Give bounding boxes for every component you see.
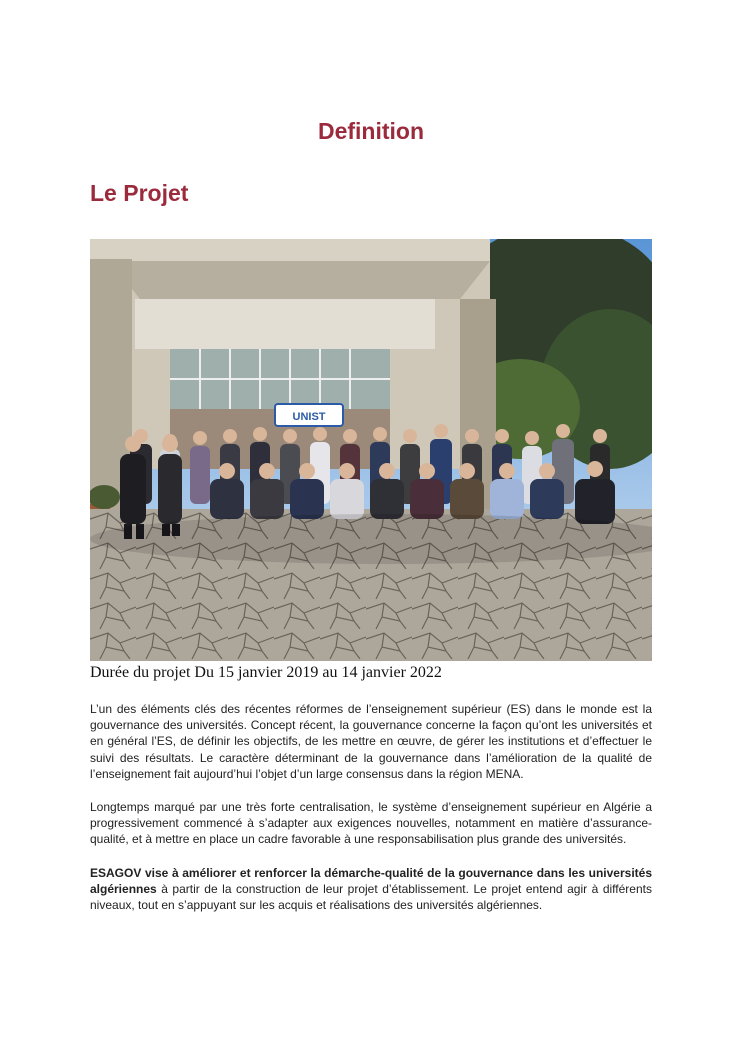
page-title: Definition [317,118,425,144]
esagov-objective-bold: ESAGOV vise à améliorer et renforcer la démarche-qualité de la gouvernance dans les universités algériennes [90,866,652,897]
building-sign: UNIST [292,411,326,423]
project-duration-caption: Durée du projet Du 15 janvier 2019 au 14 janvier 2022 [90,664,442,681]
paragraph-governance: L’un des éléments clés des récentes réformes de l’enseignement supérieur (ES) dans le monde est la gouvernance des universités. Concept récent, la gouvernance concerne la façon qu’ont les universités et en général l’ES, de définir les objectifs, de les mettre en œuvre, de gérer les institutions et d’effectuer le suivi des résultats. Le caractère déterminant de la gouvernance dans l’amélioration de la qualité de l’enseignement fait aujourd’hui l’objet d’un large consensus dans la région MENA. [90,702,652,781]
paragraph-esagov [90,865,652,914]
esagov-objective-rest: à partir de la construction de leur projet d’établissement. Le projet entend agir à différents niveaux, tout en s’appuyant sur les acquis et réalisations des universités algériennes. [90,882,652,913]
paragraph-centralisation: Longtemps marqué par une très forte centralisation, le système d’enseignement supérieur en Algérie a progressivement commencé à s’adapter aux exigences nouvelles, notamment en matière d’assurance-qualité, et à mettre en place un cadre favorable à une responsabilisation plus grande des universités. [90,800,652,847]
group-photo [90,239,652,661]
group-photo-illustration [90,239,652,661]
section-title: Le Projet [90,180,189,206]
